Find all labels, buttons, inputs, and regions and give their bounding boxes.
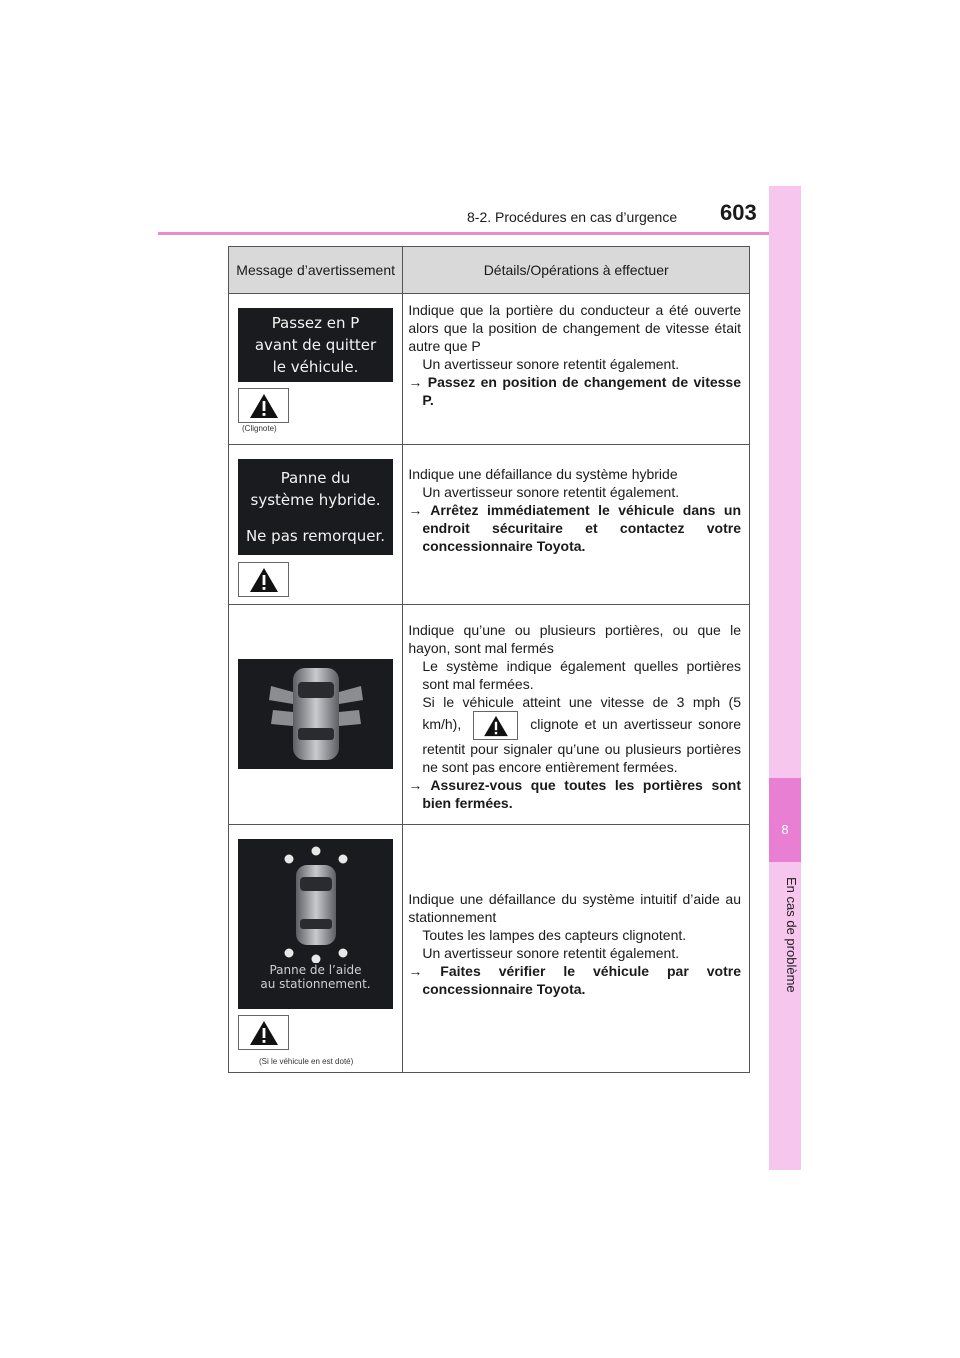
inline-warning-box	[473, 711, 518, 740]
parking-assist-screen: Panne de l’aide au stationnement.	[238, 839, 393, 1009]
header-rule	[158, 232, 801, 235]
header-message: Message d’avertissement	[229, 247, 403, 294]
detail-cell: Indique qu’une ou plusieurs portières, ou que le hayon, sont mal fermés Le système indique également quelles portières sont mal fermées. Si le véhicule atteint une vitesse de 3 mph (5 km/h), clignote et un avertisseur sonore retentit pour signaler qu’une ou plusieurs portières ne sont pas encore entièrement fermées. → Assurez-vous que toutes les portières sont bien fermées.	[403, 605, 750, 825]
warning-triangle-icon	[249, 1020, 279, 1046]
blink-note: (Clignote)	[242, 424, 277, 433]
chapter-number: 8	[781, 822, 789, 837]
message-cell	[229, 825, 403, 1073]
table-header-row	[229, 247, 750, 294]
chapter-title: En cas de problème	[784, 877, 799, 993]
warning-triangle-icon	[249, 393, 279, 419]
equipped-note: (Si le véhicule en est doté)	[259, 1057, 354, 1066]
car-top-view-icon	[241, 662, 391, 766]
warning-triangle-icon	[483, 715, 509, 737]
message-cell	[229, 605, 403, 825]
arrow-icon: →	[408, 962, 423, 979]
car-top-view-icon	[241, 839, 391, 963]
page-number: 603	[720, 200, 757, 225]
detail-cell: Indique une défaillance du système hybride Un avertisseur sonore retentit également. → Arrêtez immédiatement le véhicule dans un endroit sécuritaire et contactez votre concessionnaire Toyota.	[403, 445, 750, 605]
arrow-icon: →	[408, 777, 423, 793]
chapter-tab	[769, 778, 801, 862]
detail-cell: Indique une défaillance du système intuitif d’aide au stationnement Toutes les lampes des capteurs clignotent. Un avertisseur sonore retentit également. → Faites vérifier le véhicule par votre concessionnaire Toyota.	[403, 825, 750, 1073]
warning-screen: Passez en P avant de quitter le véhicule.	[238, 308, 393, 382]
message-cell	[229, 294, 403, 445]
warning-triangle-icon	[249, 567, 279, 593]
table-row	[229, 605, 750, 825]
arrow-icon: →	[408, 374, 423, 390]
table-row	[229, 445, 750, 605]
message-cell	[229, 445, 403, 605]
warning-icon-box	[238, 388, 289, 423]
arrow-icon: →	[408, 501, 423, 518]
table-row	[229, 294, 750, 445]
warning-screen: Panne du système hybride. Ne pas remorquer.	[238, 459, 393, 555]
warning-table	[228, 246, 750, 1073]
warning-icon-box	[238, 1015, 289, 1050]
door-open-screen	[238, 659, 393, 769]
section-title: 8-2. Procédures en cas d’urgence	[467, 209, 678, 225]
table-row	[229, 825, 750, 1073]
detail-cell: Indique que la portière du conducteur a été ouverte alors que la position de changement de vitesse était autre que P Un avertisseur sonore retentit également. → Passez en position de changement de vitesse P.	[403, 294, 750, 445]
warning-icon-box	[238, 562, 289, 597]
side-strip	[769, 186, 801, 1170]
header-details: Détails/Opérations à effectuer	[403, 247, 750, 294]
